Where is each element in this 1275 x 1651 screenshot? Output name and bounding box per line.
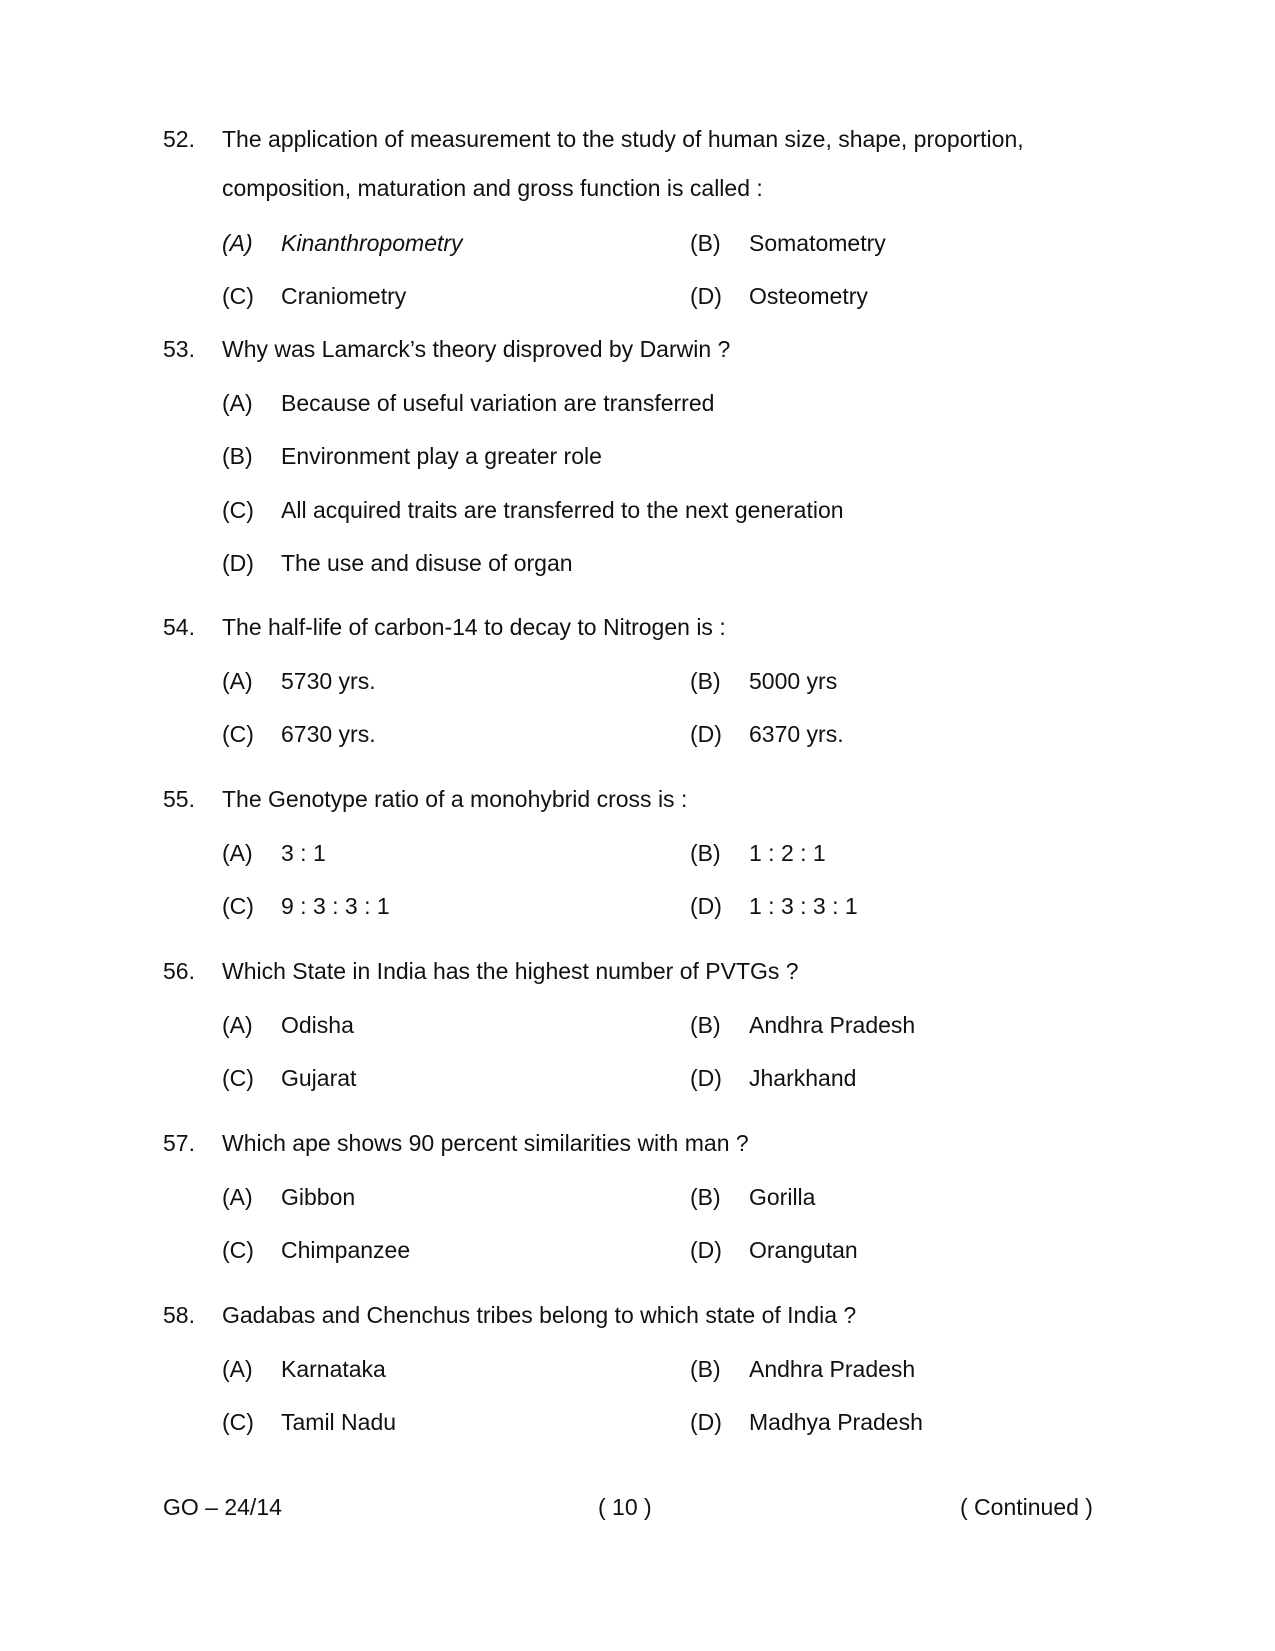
option-label: (B): [690, 840, 721, 866]
option-text: 6370 yrs.: [749, 721, 844, 747]
option-text: 6730 yrs.: [281, 721, 376, 747]
question-text: Gadabas and Chenchus tribes belong to which state of India ?: [222, 1302, 857, 1328]
question-number: 56.: [163, 958, 195, 984]
option-text: Orangutan: [749, 1237, 858, 1263]
question-text: The Genotype ratio of a monohybrid cross is :: [222, 786, 688, 812]
option-label: (C): [222, 497, 254, 523]
option-label: (D): [690, 283, 722, 309]
option-text: Madhya Pradesh: [749, 1409, 923, 1435]
option-text: The use and disuse of organ: [281, 550, 573, 576]
option-text: 5000 yrs: [749, 668, 838, 694]
option-label: (D): [690, 1409, 722, 1435]
option-text: Osteometry: [749, 283, 868, 309]
option-label: (B): [690, 230, 721, 256]
option-label: (D): [690, 721, 722, 747]
question-number: 58.: [163, 1302, 195, 1328]
option-label: (A): [222, 1012, 253, 1038]
option-label: (D): [690, 893, 722, 919]
question-number: 52.: [163, 126, 195, 152]
option-text: Chimpanzee: [281, 1237, 411, 1263]
option-text: Environment play a greater role: [281, 443, 602, 469]
option-label: (D): [690, 1237, 722, 1263]
option-label: (C): [222, 1065, 254, 1091]
option-label: (C): [222, 893, 254, 919]
option-label: (C): [222, 1237, 254, 1263]
question-text: Which ape shows 90 percent similarities with man ?: [222, 1130, 749, 1156]
question-number: 54.: [163, 614, 195, 640]
footer-page-number: ( 10 ): [598, 1494, 652, 1520]
option-label: (A): [222, 840, 253, 866]
option-text: All acquired traits are transferred to the next generation: [281, 497, 844, 523]
option-label: (D): [222, 550, 254, 576]
question-number: 53.: [163, 336, 195, 362]
option-label: (B): [690, 1012, 721, 1038]
option-label: (A): [222, 1356, 253, 1382]
option-label: (A): [222, 230, 253, 256]
option-text: Gorilla: [749, 1184, 816, 1210]
option-label: (D): [690, 1065, 722, 1091]
option-label: (B): [690, 1356, 721, 1382]
option-text: Craniometry: [281, 283, 407, 309]
option-text: 3 : 1: [281, 840, 326, 866]
option-text: Somatometry: [749, 230, 886, 256]
option-label: (A): [222, 390, 253, 416]
option-label: (C): [222, 721, 254, 747]
option-text: Kinanthropometry: [281, 230, 463, 256]
question-text: Which State in India has the highest number of PVTGs ?: [222, 958, 799, 984]
question-text: The half-life of carbon-14 to decay to Nitrogen is :: [222, 614, 726, 640]
option-text: 5730 yrs.: [281, 668, 376, 694]
option-text: Gujarat: [281, 1065, 357, 1091]
option-text: Andhra Pradesh: [749, 1012, 916, 1038]
option-text: Gibbon: [281, 1184, 356, 1210]
option-text: Jharkhand: [749, 1065, 857, 1091]
option-label: (B): [690, 668, 721, 694]
option-text: Tamil Nadu: [281, 1409, 397, 1435]
question-text: Why was Lamarck’s theory disproved by Darwin ?: [222, 336, 731, 362]
question-text: The application of measurement to the study of human size, shape, proportion, composition, maturation and gross function is called :: [222, 126, 1024, 201]
question-number: 57.: [163, 1130, 195, 1156]
option-text: Karnataka: [281, 1356, 386, 1382]
option-label: (A): [222, 668, 253, 694]
option-text: Andhra Pradesh: [749, 1356, 916, 1382]
option-text: 9 : 3 : 3 : 1: [281, 893, 390, 919]
footer-continued: ( Continued ): [960, 1494, 1093, 1520]
option-label: (A): [222, 1184, 253, 1210]
option-text: Because of useful variation are transferred: [281, 390, 715, 416]
option-text: Odisha: [281, 1012, 354, 1038]
option-label: (B): [690, 1184, 721, 1210]
question-number: 55.: [163, 786, 195, 812]
option-label: (C): [222, 283, 254, 309]
option-text: 1 : 2 : 1: [749, 840, 826, 866]
option-label: (B): [222, 443, 253, 469]
footer-paper-code: GO – 24/14: [163, 1494, 282, 1520]
option-label: (C): [222, 1409, 254, 1435]
option-text: 1 : 3 : 3 : 1: [749, 893, 858, 919]
